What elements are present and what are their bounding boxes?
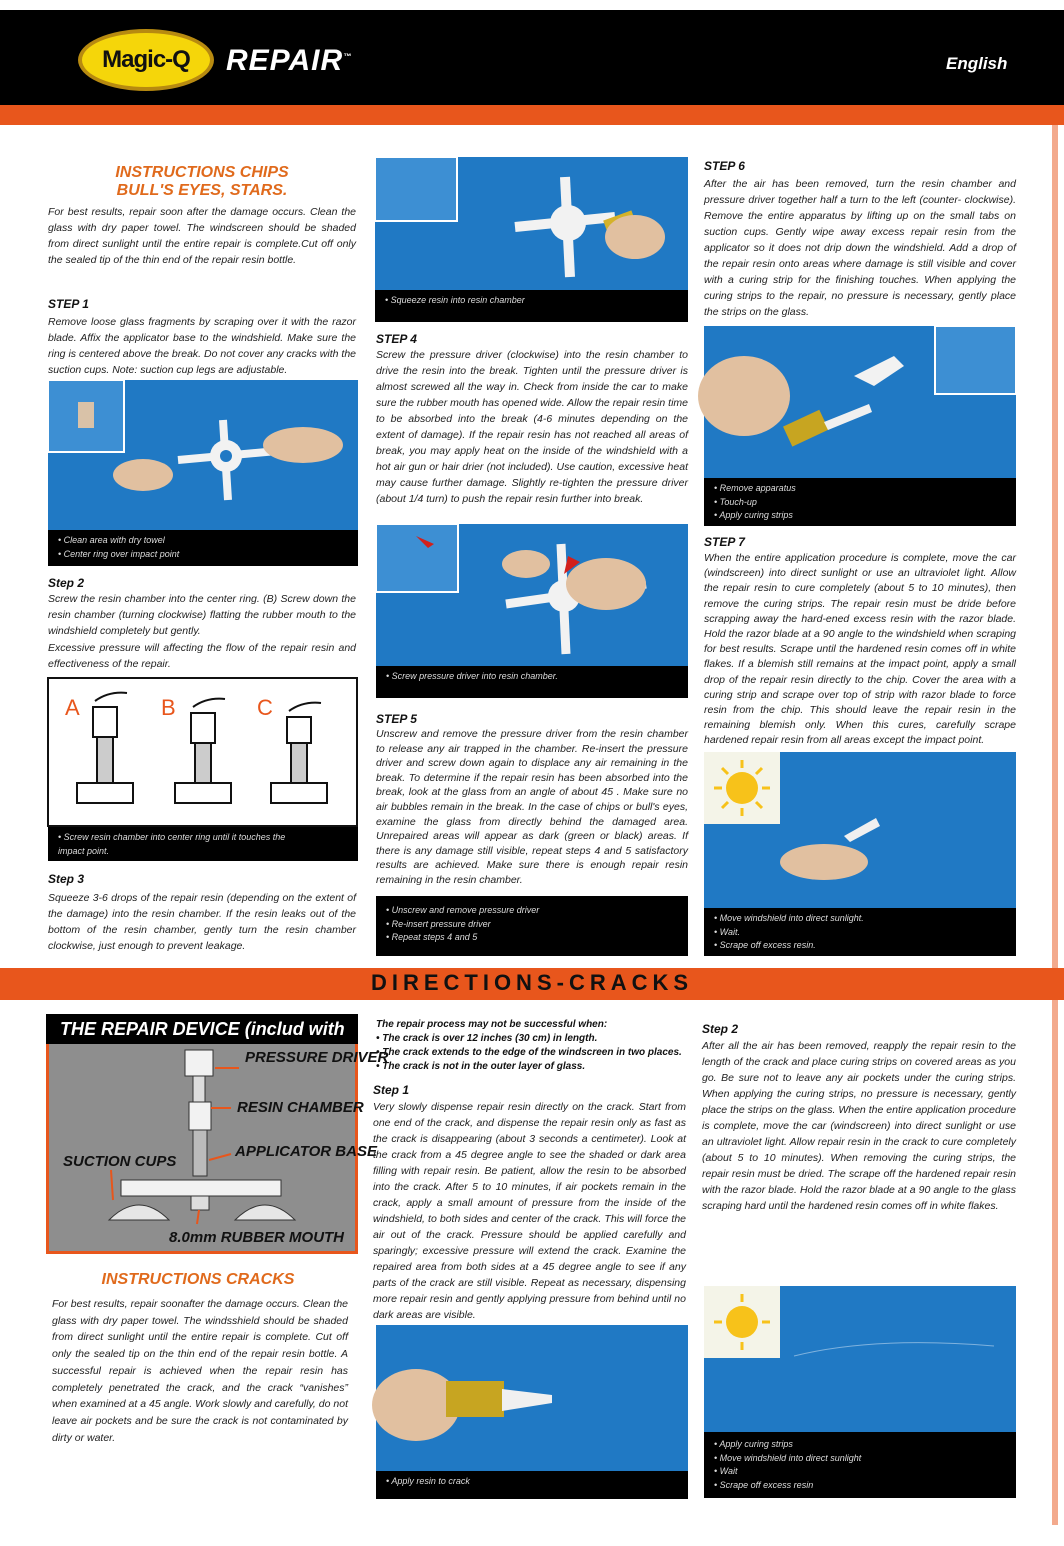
step5-text: Unscrew and remove the pressure driver from the resin chamber to release any air trapped in the chamber. Re-insert the pressure driver and screw down again to displace any air remaining in the break. To determine if the repair resin has been absorbed into the break, look at the glass from an angle of about 45 . Make sure no air bubbles remain in the break. In the case of chips or bull's eyes, examine the glass from directly behind the damaged area. Unrepaired areas will appear as dark (green or black) areas. If there is any damage still visible, repeat steps 4 and 5 satisfactory results are achieved. Make sure there is enough repair resin remaining in the resin chamber. xyxy=(376,728,688,886)
language-label: English xyxy=(946,54,1008,73)
step3-photo xyxy=(375,157,688,290)
step1-label: STEP 1 xyxy=(48,297,89,311)
cracks-step2-label: Step 2 xyxy=(702,1022,739,1036)
step1-caption: • Clean area with dry towel • Center ring over impact point xyxy=(48,530,358,566)
device-label-pressure-driver: PRESSURE DRIVER xyxy=(245,1049,389,1066)
chips-title: INSTRUCTIONS CHIPS BULL'S EYES, STARS. xyxy=(115,164,289,199)
brand-logo: Magic-Q xyxy=(78,29,214,91)
step6-text: After the air has been removed, turn the resin chamber and pressure driver together half a turn to the left (counter- clockwise). Remove the entire apparatus by lifting up on the small tabs on suction cups. Gently wipe away excess repair resin from the applicator so it does not drip down the windshield. Add a drop of the repair resin onto areas where damage is still visible and cover with a curing strip for the finishing touches. When applying the curing strips to the repair, no pressure is necessary, gently place the strips on the glass. xyxy=(704,178,1016,318)
step3-text: Squeeze 3-6 drops of the repair resin (depending on the extent of the damage) into the resin chamber. If the resin leaks out of the bottom of the resin chamber, gently turn the resin chamber clockwise, just enough to prevent leakage. xyxy=(48,892,356,952)
chips-intro: For best results, repair soon after the damage occurs. Clean the glass with dry paper towel. The windscreen should be shaded from direct sunlight until the entire repair is complete.Cut off only the sealed tip of the thin end of the repair resin bottle. xyxy=(48,206,356,266)
step3-label: Step 3 xyxy=(48,872,85,886)
cracks-step2-text: After all the air has been removed, reapply the repair resin to the length of the crack and place curing strips on covered areas as you go. Be sure not to leave any air pockets under the curing strips. When applying the curing strips, no pressure is necessary, gently place the strips on the glass. When the entire application procedure is complete, move the car (windscreen) into direct sunlight or use an ultraviolet light. Allow repair resin in the crack to cure completely (about 5 to 10 minutes). When removing the curing strips, the repair resin must be dried. The scrape off the hardened repair resin with the razor blade. Hold the razor blade at a 90 angle to the glass scraping hard until the hardened resin comes off in white flakes. xyxy=(702,1040,1016,1212)
step2-label: Step 2 xyxy=(48,576,85,590)
step4-photo xyxy=(376,524,688,666)
step7-caption: • Move windshield into direct sunlight. • Wait. • Scrape off excess resin. xyxy=(704,908,1016,956)
diagram-label-b: B xyxy=(161,695,176,720)
step2-diagram xyxy=(47,677,358,827)
step1-photo xyxy=(48,380,358,530)
device-label-suction-cups: SUCTION CUPS xyxy=(63,1153,177,1170)
cracks-section-title: DIRECTIONS-CRACKS xyxy=(370,970,694,995)
step7-photo xyxy=(704,752,1016,908)
brand-title: REPAIR™ xyxy=(226,44,353,77)
diagram-label-c: C xyxy=(257,695,273,720)
cracks-step2-caption: • Apply curing strips • Move windshield into direct sunlight • Wait • Scrape off excess resin xyxy=(704,1432,1016,1498)
cracks-step1-caption: • Apply resin to crack xyxy=(376,1471,688,1499)
header-accent-bar xyxy=(0,105,1064,125)
page-edge-rule xyxy=(1052,125,1058,1525)
cracks-intro: For best results, repair soonafter the damage occurs. Clean the glass with dry paper towel. The windsshield should be shaded from direct sunlight until the entire repair is complete. Cut off only the sealed tip on the thin end of the repair resin bottle. A successful repair is achieved when the repair resin has completely penetrated the crack, and the crack “vanishes” when examined at a 45 angle. Work slowly and carefully, do not leave air pockets and be sure the crack is not contaminated by dirty or water. xyxy=(52,1298,348,1444)
step6-caption: • Remove apparatus • Touch-up • Apply curing strips xyxy=(704,478,1016,526)
cracks-warnings: The repair process may not be successful when: • The crack is over 12 inches (30 cm) in length. • The crack extends to the edge of the windscreen in two places. • The crack is not in the outer layer of glass. xyxy=(376,1019,682,1072)
step7-text: When the entire application procedure is complete, move the car (windscreen) into direct sunlight or use an ultraviolet light. Allow the repair resin to cure completely (about 5 to 10 minutes), then remove the curing strips. The repair resin must be dride before scrapping away the hard-ened excess resin with the razor blade. Hold the razor blade at a 90 angle to the windshield when scraping for best results. Scrape until the hardened resin comes off in white flakes. If a blemish still remains at the impact point, apply a small drop of the repair resin directly to the chip. Cover the area with a curing strip and scrape over top of strip with razor blade to force resin from the chip. This should leave the repair resin in the remaining blemish only. When this cures, carefully scrape hardened repair resin from all areas except the impact point. xyxy=(704,552,1016,747)
step6-label: STEP 6 xyxy=(704,159,745,173)
cracks-title: INSTRUCTIONS CRACKS xyxy=(101,1271,295,1288)
repair-device-diagram xyxy=(46,1044,389,1254)
step3-caption: • Squeeze resin into resin chamber xyxy=(375,290,688,322)
device-title: THE REPAIR DEVICE (includ with xyxy=(46,1014,358,1044)
step5-caption: • Unscrew and remove pressure driver • Re-insert pressure driver • Repeat steps 4 and 5 xyxy=(376,896,688,956)
step4-caption: • Screw pressure driver into resin chamber. xyxy=(376,666,688,698)
step2-text-2: Excessive pressure will affecting the flow of the repair resin and effectiveness of the repair. xyxy=(48,642,356,670)
step4-label: STEP 4 xyxy=(376,332,417,346)
step1-text: Remove loose glass fragments by scraping over it with the razor blade. Affix the applicator base to the windshield. Make sure the ring is centered above the break. Do not cover any cracks with the suction cups. Note: suction cup legs are adjustable. xyxy=(48,316,356,376)
step2-caption: • Screw resin chamber into center ring until it touches the impact point. xyxy=(48,827,358,861)
step4-text: Screw the pressure driver (clockwise) into the resin chamber to drive the resin into the break. Tighten until the pressure driver is almost screwed all the way in. Check from inside the car to make sure the rubber mouth has opened wide. Allow the repair resin time to be absorbed into the break (4-6 minutes depending on the extent of damage). If the repair resin has not reached all areas of break, you may apply heat on the inside of the windshield with a hot air gun or hair drier (not included). Use caution, excessive heat may cause further damage. Slightly re-tighten the pressure driver (about 1/4 turn) to push the repair resin further into break. xyxy=(376,349,688,505)
device-label-rubber-mouth: 8.0mm RUBBER MOUTH xyxy=(169,1229,345,1246)
step5-label: STEP 5 xyxy=(376,712,417,726)
step6-photo xyxy=(704,326,1016,478)
cracks-step1-text: Very slowly dispense repair resin directly on the crack. Start from one end of the crack, and dispense the repair resin only as fast as the crack is disappearing (about 3 seconds a centimeter). Look at the crack from a 45 degree angle to see the shaded or dark area filling with repair resin. Be patient, allow the resin to be absorbed into the crack. After 5 to 10 minutes, if air pockets remain in the crack, apply a small amount of pressure from the inside of the windshield, to both sides and center of the crack. This will force the air out of the crack. Pressure should be applied carefully and sparingly; excessive pressure will extend the crack. Examine the repaired area from both sides at a 45 degree angle to see if any parts of the crack are still visible. Repeat as necessary, dispensing more repair resin and gently applying pressure from behind until no dark areas are visible. xyxy=(373,1101,686,1321)
step7-label: STEP 7 xyxy=(704,535,745,549)
step2-text: Screw the resin chamber into the center ring. (B) Screw down the resin chamber (turning clockwise) flatting the rubber mouth to the windshield completely but gently. xyxy=(48,593,356,637)
device-label-resin-chamber: RESIN CHAMBER xyxy=(237,1099,364,1116)
cracks-step1-photo xyxy=(376,1325,688,1471)
cracks-step1-label: Step 1 xyxy=(373,1083,410,1097)
device-label-applicator-base: APPLICATOR BASE xyxy=(235,1143,377,1160)
cracks-step2-photo xyxy=(704,1286,1016,1432)
diagram-label-a: A xyxy=(65,695,80,720)
